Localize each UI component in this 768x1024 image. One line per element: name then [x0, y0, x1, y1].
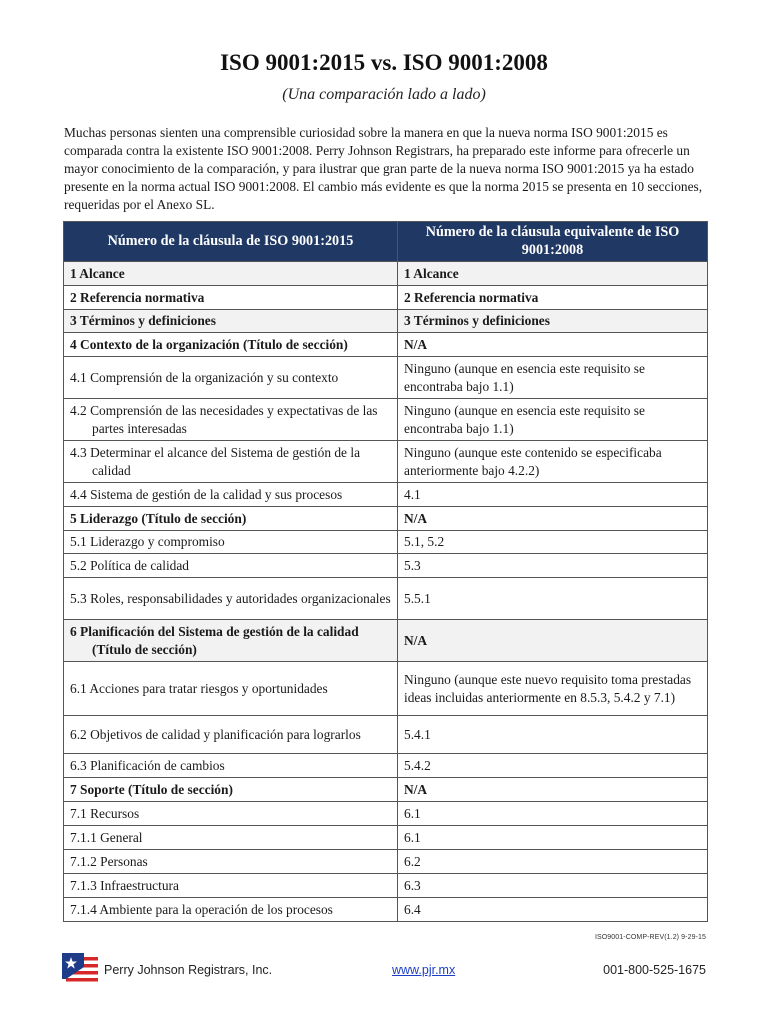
- cell-2008: Ninguno (aunque este contenido se especificaba anteriormente bajo 4.2.2): [398, 441, 708, 483]
- header-iso-2015: Número de la cláusula de ISO 9001:2015: [64, 222, 398, 262]
- cell-2008: 6.1: [398, 826, 708, 850]
- cell-2015: 7.1.2 Personas: [64, 850, 398, 874]
- table-row: [64, 483, 708, 507]
- cell-2015: [64, 399, 398, 441]
- cell-2015: 4.1 Comprensión de la organización y su contexto: [64, 357, 398, 399]
- table-row: [64, 507, 708, 531]
- cell-2008: 1 Alcance: [398, 262, 708, 286]
- cell-2015: 4 Contexto de la organización (Título de sección): [64, 333, 398, 357]
- cell-2008: Ninguno (aunque este nuevo requisito toma prestadas ideas incluidas anteriormente en 8.5.3, 5.4.2 y 7.1): [398, 662, 708, 716]
- cell-2015: 5 Liderazgo (Título de sección): [64, 507, 398, 531]
- comparison-table: [63, 221, 708, 922]
- cell-2015: [64, 716, 398, 754]
- table-row: [64, 441, 708, 483]
- cell-2015: 2 Referencia normativa: [64, 286, 398, 310]
- table-header-row: [64, 222, 708, 262]
- cell-2015: [64, 620, 398, 662]
- cell-2015: 5.1 Liderazgo y compromiso: [64, 531, 398, 554]
- cell-2008: 5.5.1: [398, 578, 708, 620]
- table-row: [64, 578, 708, 620]
- table-row: [64, 310, 708, 333]
- cell-2008: N/A: [398, 620, 708, 662]
- cell-2008: N/A: [398, 778, 708, 802]
- cell-2015-text: 4.2 Comprensión de las necesidades y expectativas de las partes interesadas: [70, 403, 378, 436]
- website-link[interactable]: www.pjr.mx: [392, 963, 456, 977]
- table-row: [64, 262, 708, 286]
- phone-number: 001-800-525-1675: [603, 963, 706, 977]
- cell-2015: 6.3 Planificación de cambios: [64, 754, 398, 778]
- document-subtitle: (Una comparación lado a lado): [282, 86, 486, 103]
- cell-2015: [64, 441, 398, 483]
- cell-2008: Ninguno (aunque en esencia este requisito se encontraba bajo 1.1): [398, 399, 708, 441]
- table-row: [64, 333, 708, 357]
- cell-2008: 6.1: [398, 802, 708, 826]
- table-row: [64, 620, 708, 662]
- table-row: [64, 874, 708, 898]
- cell-2008: 6.3: [398, 874, 708, 898]
- company-name: Perry Johnson Registrars, Inc.: [104, 963, 273, 977]
- header-iso-2008: Número de la cláusula equivalente de ISO 9001:2008: [398, 222, 708, 262]
- cell-2015: 7.1.3 Infraestructura: [64, 874, 398, 898]
- cell-2015: 3 Términos y definiciones: [64, 310, 398, 333]
- cell-2008: N/A: [398, 507, 708, 531]
- table-row: [64, 850, 708, 874]
- table-row: [64, 554, 708, 578]
- document-reference: ISO9001-COMP-REV(1.2) 9-29-15: [594, 934, 706, 941]
- cell-2015: 4.4 Sistema de gestión de la calidad y sus procesos: [64, 483, 398, 507]
- cell-2015: 7.1 Recursos: [64, 802, 398, 826]
- table-row: [64, 716, 708, 754]
- cell-2008: 5.4.1: [398, 716, 708, 754]
- table-row: [64, 778, 708, 802]
- cell-2015-text: 5.3 Roles, responsabilidades y autoridades organizacionales: [70, 590, 391, 606]
- cell-2008: 5.1, 5.2: [398, 531, 708, 554]
- table-row: [64, 286, 708, 310]
- cell-2008: 5.4.2: [398, 754, 708, 778]
- cell-2015: 7.1.4 Ambiente para la operación de los procesos: [64, 898, 398, 922]
- cell-2015-text: 6.2 Objetivos de calidad y planificación para lograrlos: [70, 726, 361, 742]
- cell-2008: 6.4: [398, 898, 708, 922]
- page-footer: [62, 953, 708, 987]
- table-row: [64, 754, 708, 778]
- cell-2008: 4.1: [398, 483, 708, 507]
- intro-paragraph: Muchas personas sienten una comprensible curiosidad sobre la manera en que la nueva norma ISO 9001:2015 es comparada contra la existente ISO 9001:2008. Perry Johnson Registrars, ha preparado este informe para ofrecerle un mayor conocimiento de la comparación, y para ilustrar que gran parte de la nueva norma ISO 9001:2015 ya ha estado presente en la norma actual ISO 9001:2008. El cambio más evidente es que la norma 2015 se presenta en 10 secciones, requeridas por el Anexo SL.: [64, 125, 703, 212]
- cell-2015: 7 Soporte (Título de sección): [64, 778, 398, 802]
- cell-2008: Ninguno (aunque en esencia este requisito se encontraba bajo 1.1): [398, 357, 708, 399]
- table-row: [64, 802, 708, 826]
- table-row: [64, 662, 708, 716]
- cell-2015-text: 4.3 Determinar el alcance del Sistema de gestión de la calidad: [70, 445, 361, 478]
- table-row: [64, 357, 708, 399]
- cell-2015: 5.2 Política de calidad: [64, 554, 398, 578]
- cell-2008: N/A: [398, 333, 708, 357]
- cell-2015: 6.1 Acciones para tratar riesgos y oportunidades: [64, 662, 398, 716]
- cell-2015: 7.1.1 General: [64, 826, 398, 850]
- table-row: [64, 826, 708, 850]
- cell-2015: 1 Alcance: [64, 262, 398, 286]
- flag-logo-icon: [62, 953, 98, 985]
- document-title: ISO 9001:2015 vs. ISO 9001:2008: [220, 50, 548, 75]
- cell-2008: 5.3: [398, 554, 708, 578]
- cell-2008: 6.2: [398, 850, 708, 874]
- cell-2008: 3 Términos y definiciones: [398, 310, 708, 333]
- cell-2015: [64, 578, 398, 620]
- cell-2015-text: 6 Planificación del Sistema de gestión de la calidad (Título de sección): [70, 624, 359, 657]
- table-row: [64, 531, 708, 554]
- cell-2008: 2 Referencia normativa: [398, 286, 708, 310]
- table-row: [64, 898, 708, 922]
- table-row: [64, 399, 708, 441]
